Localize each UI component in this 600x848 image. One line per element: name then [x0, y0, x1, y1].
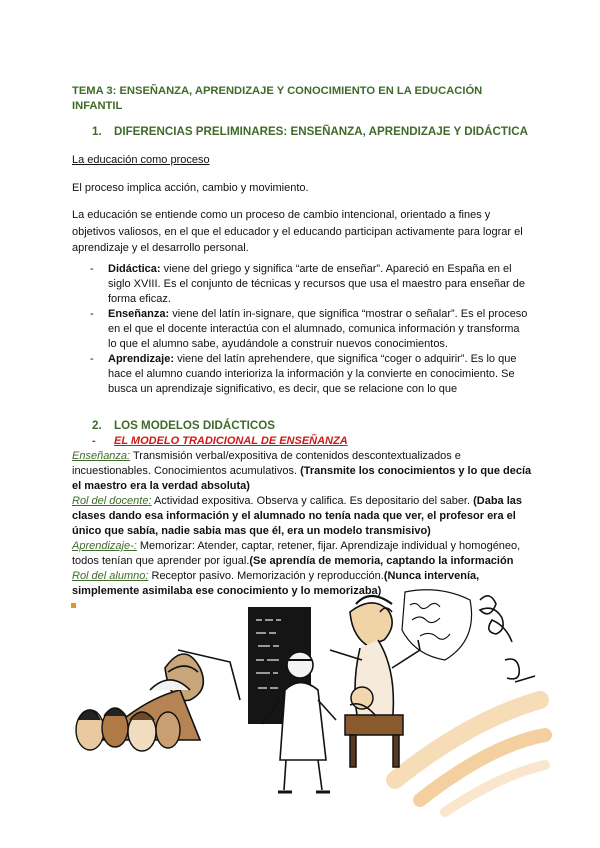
paragraph-2: La educación se entiende como un proceso de cambio intencional, orientado a fines y objetivos valiosos, en el que el educador y el educando participan activamente para lograr el aprendizaje y el desarrollo personal.	[72, 209, 523, 254]
paragraph-1: El proceso implica acción, cambio y movimiento.	[72, 182, 309, 194]
model-dash: -	[92, 435, 96, 447]
subheading: La educación como proceso	[72, 154, 210, 166]
block-text: Actividad expositiva. Observa y califica. Es depositario del saber.	[151, 495, 474, 507]
signature-scribble	[480, 596, 535, 682]
block-bold: (Se aprendía de memoria, captando la información	[249, 555, 514, 567]
block-text: Memorizar: Atender, captar, retener, fijar. Aprendizaje individual y homogéneo, todos tenían que aprender por igual.	[72, 540, 521, 567]
block-label: Rol del docente:	[72, 495, 152, 507]
block-label: Enseñanza:	[72, 450, 131, 462]
section-2-title: LOS MODELOS DIDÁCTICOS	[114, 419, 276, 432]
list-dash: -	[90, 353, 94, 365]
list-dash: -	[90, 263, 94, 275]
block-bold: (Daba las clases dando esa información y el alumnado no tenía nada que ver, el profesor era el único que sabía, nadie sabia mas que él, era un modelo transmisivo)	[72, 495, 523, 537]
block-bold: (Transmite los conocimientos y lo que decía el maestro era la verdad absoluta)	[72, 465, 532, 492]
list-dash: -	[90, 308, 94, 320]
definition-text: viene del latín in-signare, que significa “mostrar o señalar”. Es el proceso en el que el docente interactúa con el alumnado, comunica información y transforma lo que el alumno sabe, ayudándole a construir nuevos conocimientos.	[108, 308, 528, 350]
definition-term: Aprendizaje:	[108, 353, 175, 365]
definition-text: viene del griego y significa “arte de enseñar”. Apareció en España en el siglo XVIII. Es el conjunto de técnicas y recursos que usa el maestro para enseñar de forma eficaz.	[108, 263, 526, 305]
block-label: Rol del alumno:	[72, 570, 149, 582]
block-label: Aprendizaje-:	[72, 540, 137, 552]
model-title: EL MODELO TRADICIONAL DE ENSEÑANZA	[114, 435, 348, 447]
block-bold: (Nunca intervenía, simplemente asimilaba ese conocimiento y lo memorizaba)	[72, 570, 480, 597]
definition-term: Enseñanza:	[108, 308, 170, 320]
document-title: TEMA 3: ENSEÑANZA, APRENDIZAJE Y CONOCIMIENTO EN LA EDUCACIÓN INFANTIL	[72, 85, 483, 112]
section-1-title: DIFERENCIAS PRELIMINARES: ENSEÑANZA, APRENDIZAJE Y DIDÁCTICA	[114, 125, 528, 138]
decorative-swoosh	[395, 700, 545, 812]
definition-text: viene del latín aprehendere, que significa “coger o adquirir”. Es lo que hace el alumno cuando interioriza la información y la convierte en conocimiento. Se busca un aprendizaje significativo, es decir, que se relacione con lo que	[108, 353, 517, 395]
chalkboard	[0, 0, 311, 724]
section-1-number: 1.	[92, 125, 102, 138]
block-text: Receptor pasivo. Memorización y reproducción.	[148, 570, 384, 582]
block-text: Transmisión verbal/expositiva de contenidos descontextualizados e incuestionables. Conocimientos acumulativos.	[72, 450, 461, 477]
definition-term: Didáctica:	[108, 263, 161, 275]
section-2-number: 2.	[92, 419, 102, 432]
students-row	[76, 708, 180, 751]
